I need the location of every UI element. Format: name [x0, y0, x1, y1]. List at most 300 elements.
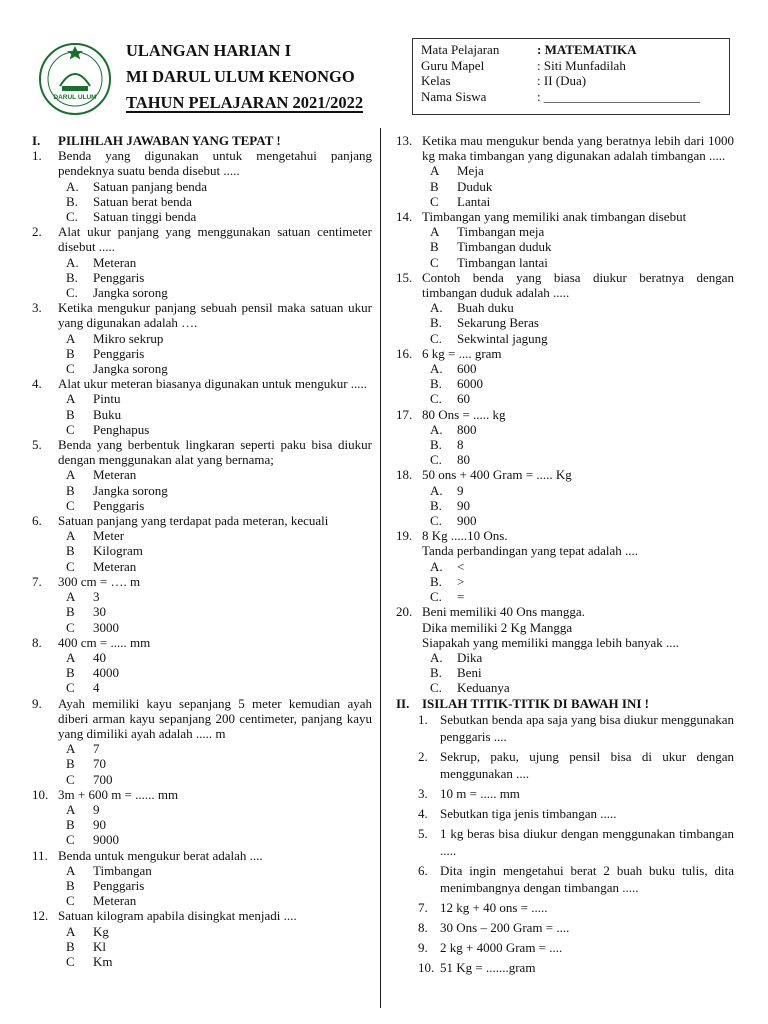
section-number: II.: [396, 695, 410, 711]
option-letter: C: [66, 421, 75, 437]
option-letter: C: [66, 832, 75, 848]
left-column: [32, 133, 372, 969]
option-letter: A.: [66, 178, 79, 194]
question-number: 7.: [418, 899, 428, 915]
option-text: 3: [93, 589, 100, 605]
question-item: [32, 513, 372, 574]
question-row: [32, 635, 372, 650]
option-text: Meja: [457, 163, 484, 179]
option-letter: B: [66, 406, 75, 422]
question-text: Benda untuk mengukur berat adalah ....: [58, 847, 263, 863]
section-title: PILIHLAH JAWABAN YANG TEPAT !: [58, 133, 281, 148]
answer-option: [396, 255, 734, 270]
answer-option: [32, 285, 372, 300]
option-text: Timbangan meja: [457, 224, 545, 240]
option-text: Jangka sorong: [93, 285, 168, 301]
question-row: [32, 224, 372, 254]
answer-option: [32, 467, 372, 482]
option-text: Satuan berat benda: [93, 193, 192, 209]
question-row: [32, 908, 372, 923]
answer-option: [396, 680, 734, 695]
option-letter: C: [66, 619, 75, 635]
option-text: 600: [457, 361, 477, 377]
option-letter: B.: [430, 315, 442, 331]
option-text: 8: [457, 437, 464, 453]
option-letter: B: [66, 482, 75, 498]
question-row: [32, 300, 372, 330]
question-item: [32, 635, 372, 696]
info-value: : MATEMATIKA: [537, 42, 637, 57]
option-letter: C.: [430, 391, 442, 407]
answer-option: [32, 832, 372, 847]
option-text: Meteran: [93, 254, 137, 270]
option-letter: C.: [430, 589, 442, 605]
question-item: [396, 407, 734, 468]
option-letter: B: [66, 665, 75, 681]
column-divider: [380, 128, 381, 1008]
answer-option: [32, 802, 372, 817]
question-row: [32, 376, 372, 391]
option-letter: B.: [430, 376, 442, 392]
answer-option: [32, 179, 372, 194]
info-label: Mata Pelajaran: [421, 42, 500, 57]
answer-option: [32, 209, 372, 224]
option-text: 80: [457, 452, 470, 468]
option-text: Beni: [457, 665, 482, 681]
option-text: Penggaris: [93, 269, 145, 285]
question-number: 5.: [418, 825, 428, 841]
option-text: 60: [457, 391, 470, 407]
option-letter: B.: [430, 573, 442, 589]
option-text: Timbangan duduk: [457, 239, 552, 255]
answer-option: [396, 422, 734, 437]
option-text: <: [457, 558, 465, 574]
option-letter: C: [66, 771, 75, 787]
question-row: [396, 467, 734, 482]
question-item: [32, 148, 372, 224]
option-letter: A: [66, 649, 76, 665]
question-item: [32, 437, 372, 513]
question-row: [32, 848, 372, 863]
question-number: 9.: [32, 695, 42, 711]
question-number: 8.: [32, 634, 42, 650]
question-item: [396, 346, 734, 407]
question-item: [32, 224, 372, 300]
option-letter: A: [66, 862, 76, 878]
question-number: 1.: [418, 711, 428, 727]
option-text: Lantai: [457, 193, 491, 209]
answer-option: [32, 954, 372, 969]
option-text: 800: [457, 421, 477, 437]
answer-option: [32, 422, 372, 437]
fill-in-question: [396, 825, 734, 859]
answer-option: [396, 452, 734, 467]
answer-option: [32, 817, 372, 832]
question-row: [32, 787, 372, 802]
option-letter: B: [430, 178, 439, 194]
option-text: 900: [457, 513, 477, 529]
option-text: =: [457, 589, 465, 605]
question-text: Benda yang digunakan untuk mengetahui panjang pendeknya suatu benda disebut .....: [58, 148, 372, 179]
section-heading: [32, 133, 372, 148]
option-letter: C: [66, 497, 75, 513]
exam-title: [126, 38, 363, 116]
answer-option: [396, 376, 734, 391]
answer-option: [32, 589, 372, 604]
answer-option: [396, 574, 734, 589]
option-text: Jangka sorong: [93, 482, 168, 498]
answer-option: [32, 255, 372, 270]
info-value: : II (Dua): [537, 73, 587, 88]
answer-option: [32, 407, 372, 422]
option-text: 70: [93, 756, 106, 772]
question-number: 18.: [396, 467, 413, 483]
info-value: : ________________________: [537, 88, 700, 104]
question-text: Sebutkan benda apa saja yang bisa diukur menggunakan penggaris ....: [440, 711, 734, 744]
answer-option: [32, 665, 372, 680]
question-number: 3.: [418, 785, 428, 801]
answer-option: [32, 756, 372, 771]
question-item: [396, 467, 734, 528]
question-text: 30 Ons – 200 Gram = ....: [440, 919, 570, 935]
option-text: 4: [93, 680, 100, 696]
answer-option: [396, 498, 734, 513]
option-text: 90: [457, 497, 470, 513]
option-letter: A: [66, 801, 76, 817]
answer-option: [396, 163, 734, 178]
question-number: 10.: [418, 959, 435, 975]
option-text: Duduk: [457, 178, 493, 194]
answer-option: [32, 680, 372, 695]
option-letter: B: [66, 756, 75, 772]
info-label: Kelas: [421, 73, 451, 88]
question-number: 2.: [32, 224, 42, 240]
info-value: : Siti Munfadilah: [537, 57, 626, 73]
answer-option: [396, 589, 734, 604]
option-text: Keduanya: [457, 680, 510, 696]
question-item: [396, 209, 734, 270]
question-text: Sekrup, paku, ujung pensil bisa di ukur dengan menggunakan ....: [440, 748, 734, 781]
option-text: Penggaris: [93, 497, 145, 513]
option-text: Penggaris: [93, 345, 145, 361]
option-text: Buah duku: [457, 300, 514, 316]
option-letter: B.: [66, 269, 78, 285]
question-number: 13.: [396, 133, 413, 148]
question-item: [396, 604, 734, 695]
option-letter: A: [430, 224, 440, 240]
option-text: Meter: [93, 528, 125, 544]
option-text: Timbangan: [93, 862, 152, 878]
option-text: Kl: [93, 938, 106, 954]
question-text: 400 cm = ..... mm: [58, 634, 151, 650]
question-text: 8 Kg .....10 Ons.: [422, 528, 508, 544]
option-letter: A.: [66, 254, 79, 270]
option-text: 9: [93, 801, 100, 817]
fill-in-question: [396, 805, 734, 822]
option-letter: B.: [430, 497, 442, 513]
option-letter: C.: [66, 209, 78, 225]
question-item: [32, 848, 372, 909]
option-letter: A: [66, 923, 76, 939]
question-text: Satuan panjang yang terdapat pada meteran, kecuali: [58, 513, 329, 529]
answer-option: [32, 498, 372, 513]
option-text: Satuan panjang benda: [93, 178, 208, 194]
info-row-subject: [421, 42, 729, 58]
fill-in-question: [396, 899, 734, 916]
answer-option: [396, 437, 734, 452]
question-row: [32, 513, 372, 528]
question-text-line: Tanda perbandingan yang tepat adalah ....: [422, 543, 639, 559]
question-text: Alat ukur meteran biasanya digunakan untuk mengukur .....: [58, 376, 368, 392]
answer-option: [32, 331, 372, 346]
answer-option: [396, 179, 734, 194]
option-letter: B: [66, 604, 75, 620]
option-text: Kilogram: [93, 543, 143, 559]
option-text: 90: [93, 817, 106, 833]
question-text: Ketika mengukur panjang sebuah pensil maka satuan ukur yang digunakan adalah ….: [58, 300, 372, 331]
option-text: Pintu: [93, 391, 121, 407]
question-row: [396, 133, 734, 163]
option-letter: B: [66, 543, 75, 559]
option-text: 6000: [457, 376, 483, 392]
question-text: Alat ukur panjang yang menggunakan satuan centimeter disebut .....: [58, 224, 372, 255]
answer-option: [396, 559, 734, 574]
question-number: 12.: [32, 908, 49, 924]
title-line-1: ULANGAN HARIAN I: [126, 41, 292, 60]
question-text: 6 kg = .... gram: [422, 345, 502, 361]
question-item: [32, 696, 372, 787]
question-text: Benda yang berbentuk lingkaran seperti paku bisa diukur dengan menggunakan alat yang bernama;: [58, 437, 372, 468]
answer-option: [396, 483, 734, 498]
answer-option: [32, 528, 372, 543]
question-item: [32, 908, 372, 969]
question-row: [32, 148, 372, 178]
answer-option: [32, 939, 372, 954]
option-letter: B.: [430, 665, 442, 681]
title-line-3: TAHUN PELAJARAN 2021/2022: [126, 93, 364, 112]
question-item: [396, 270, 734, 346]
info-row-student-name: [421, 89, 729, 105]
question-text: Ketika mau mengukur benda yang beratnya lebih dari 1000 kg maka timbangan yang digunakan adalah timbangan .....: [422, 133, 734, 164]
option-text: >: [457, 573, 465, 589]
question-text: 2 kg + 4000 Gram = ....: [440, 939, 563, 955]
question-text: 12 kg + 40 ons = .....: [440, 899, 548, 915]
question-row: [396, 604, 734, 619]
option-letter: A.: [430, 361, 443, 377]
option-letter: A: [66, 741, 76, 757]
option-letter: B.: [430, 437, 442, 453]
option-letter: B: [66, 345, 75, 361]
option-text: 7: [93, 741, 100, 757]
title-line-2: MI DARUL ULUM KENONGO: [126, 67, 355, 86]
option-letter: A: [430, 163, 440, 179]
option-text: Sekwintal jagung: [457, 330, 548, 346]
option-letter: A.: [430, 300, 443, 316]
question-text-line: Dika memiliki 2 Kg Mangga: [422, 619, 573, 635]
option-letter: C: [430, 254, 439, 270]
question-number: 7.: [32, 573, 42, 589]
question-number: 17.: [396, 406, 413, 422]
question-number: 19.: [396, 528, 413, 544]
option-letter: B.: [66, 193, 78, 209]
answer-option: [32, 543, 372, 558]
question-text: 3m + 600 m = ...... mm: [58, 786, 179, 802]
question-number: 1.: [32, 148, 42, 164]
question-row: [396, 209, 734, 224]
logo-text: DARUL ULUM: [53, 94, 97, 101]
option-letter: B: [66, 817, 75, 833]
option-letter: A: [66, 528, 76, 544]
option-letter: C: [430, 193, 439, 209]
exam-info-box: [412, 38, 730, 115]
info-label: Nama Siswa: [421, 88, 487, 104]
option-letter: A.: [430, 649, 443, 665]
answer-option: [396, 300, 734, 315]
fill-in-question: [396, 959, 734, 976]
option-letter: C: [66, 893, 75, 909]
answer-option: [32, 893, 372, 908]
question-number: 4.: [418, 805, 428, 821]
answer-option: [32, 391, 372, 406]
question-row: [396, 270, 734, 300]
question-number: 3.: [32, 300, 42, 316]
option-text: 4000: [93, 665, 119, 681]
option-text: 9000: [93, 832, 119, 848]
option-text: Kg: [93, 923, 109, 939]
fill-in-question: [396, 919, 734, 936]
option-letter: A: [66, 467, 76, 483]
answer-option: [32, 346, 372, 361]
section-title: ISILAH TITIK-TITIK DI BAWAH INI !: [422, 695, 649, 711]
question-item: [32, 376, 372, 437]
fill-in-question: [396, 785, 734, 802]
option-letter: C: [66, 680, 75, 696]
option-text: 700: [93, 771, 113, 787]
question-number: 14.: [396, 209, 413, 225]
question-number: 2.: [418, 748, 428, 764]
option-letter: C: [66, 361, 75, 377]
section-heading: [396, 696, 734, 711]
question-number: 20.: [396, 604, 413, 620]
option-letter: A.: [430, 482, 443, 498]
question-number: 6.: [32, 513, 42, 529]
option-letter: C.: [430, 452, 442, 468]
answer-option: [396, 513, 734, 528]
option-text: 9: [457, 482, 464, 498]
question-number: 9.: [418, 939, 428, 955]
info-row-teacher: [421, 58, 729, 74]
question-item: [32, 574, 372, 635]
question-text: Beni memiliki 40 Ons mangga.: [422, 604, 585, 620]
option-text: Buku: [93, 406, 122, 422]
school-emblem-icon: [38, 42, 112, 116]
answer-option: [32, 270, 372, 285]
answer-option: [32, 559, 372, 574]
info-label: Guru Mapel: [421, 57, 485, 73]
question-item: [32, 787, 372, 848]
question-number: 5.: [32, 437, 42, 453]
option-text: Timbangan lantai: [457, 254, 548, 270]
answer-option: [396, 650, 734, 665]
option-text: Jangka sorong: [93, 361, 168, 377]
fill-in-question: [396, 862, 734, 896]
option-letter: A: [66, 391, 76, 407]
question-number: 10.: [32, 786, 49, 802]
question-text: Timbangan yang memiliki anak timbangan disebut: [422, 209, 687, 225]
option-text: 40: [93, 649, 106, 665]
answer-option: [396, 239, 734, 254]
question-text: 10 m = ..... mm: [440, 785, 520, 801]
answer-option: [32, 361, 372, 376]
option-text: 3000: [93, 619, 119, 635]
question-text: Ayah memiliki kayu sepanjang 5 meter kemudian ayah diberi arman kayu sepanjang 200 centimeter, panjang kayu yang dimiliki ayah adalah ..... m: [58, 695, 372, 741]
question-number: 16.: [396, 345, 413, 361]
option-text: Meteran: [93, 467, 137, 483]
question-number: 8.: [418, 919, 428, 935]
answer-option: [32, 741, 372, 756]
answer-option: [396, 361, 734, 376]
fill-in-question: [396, 748, 734, 782]
option-letter: B: [430, 239, 439, 255]
answer-option: [32, 604, 372, 619]
question-row: [396, 528, 734, 543]
question-row: [396, 346, 734, 361]
section-number: I.: [32, 133, 41, 148]
question-item: [396, 133, 734, 209]
answer-option: [32, 650, 372, 665]
question-text: Dita ingin mengetahui berat 2 buah buku tulis, dita menimbangnya dengan timbangan .....: [440, 862, 734, 895]
title-underline: [126, 111, 363, 113]
info-row-class: [421, 73, 729, 89]
option-text: Sekarung Beras: [457, 315, 539, 331]
option-letter: C: [66, 558, 75, 574]
right-column: [396, 133, 734, 979]
fill-in-question: [396, 939, 734, 956]
option-text: Meteran: [93, 893, 137, 909]
question-item: [396, 528, 734, 604]
answer-option: [396, 315, 734, 330]
question-text: 51 Kg = .......gram: [440, 959, 536, 975]
answer-option: [32, 878, 372, 893]
option-text: Satuan tinggi benda: [93, 209, 197, 225]
option-letter: C.: [430, 513, 442, 529]
question-text-line: Siapakah yang memiliki mangga lebih banyak ....: [422, 634, 680, 650]
option-text: 30: [93, 604, 106, 620]
question-text: Satuan kilogram apabila disingkat menjadi ....: [58, 908, 297, 924]
question-text: Contoh benda yang biasa diukur beratnya dengan timbangan duduk adalah .....: [422, 269, 734, 301]
question-row: [32, 696, 372, 742]
answer-option: [396, 224, 734, 239]
answer-option: [396, 391, 734, 406]
option-text: Penggaris: [93, 877, 145, 893]
option-text: Km: [93, 953, 113, 969]
option-letter: C: [66, 953, 75, 969]
question-text: 50 ons + 400 Gram = ..... Kg: [422, 467, 572, 483]
question-number: 6.: [418, 862, 428, 878]
option-letter: C.: [430, 680, 442, 696]
question-text: 1 kg beras bisa diukur dengan menggunakan timbangan .....: [440, 825, 734, 858]
option-letter: C.: [66, 285, 78, 301]
option-text: Penghapus: [93, 421, 150, 437]
question-text: 80 Ons = ..... kg: [422, 406, 506, 422]
answer-option: [396, 194, 734, 209]
option-text: Meteran: [93, 558, 137, 574]
option-letter: B: [66, 938, 75, 954]
option-text: Dika: [457, 649, 483, 665]
question-number: 11.: [32, 847, 48, 863]
question-text: 300 cm = …. m: [58, 573, 141, 589]
option-text: Mikro sekrup: [93, 330, 164, 346]
